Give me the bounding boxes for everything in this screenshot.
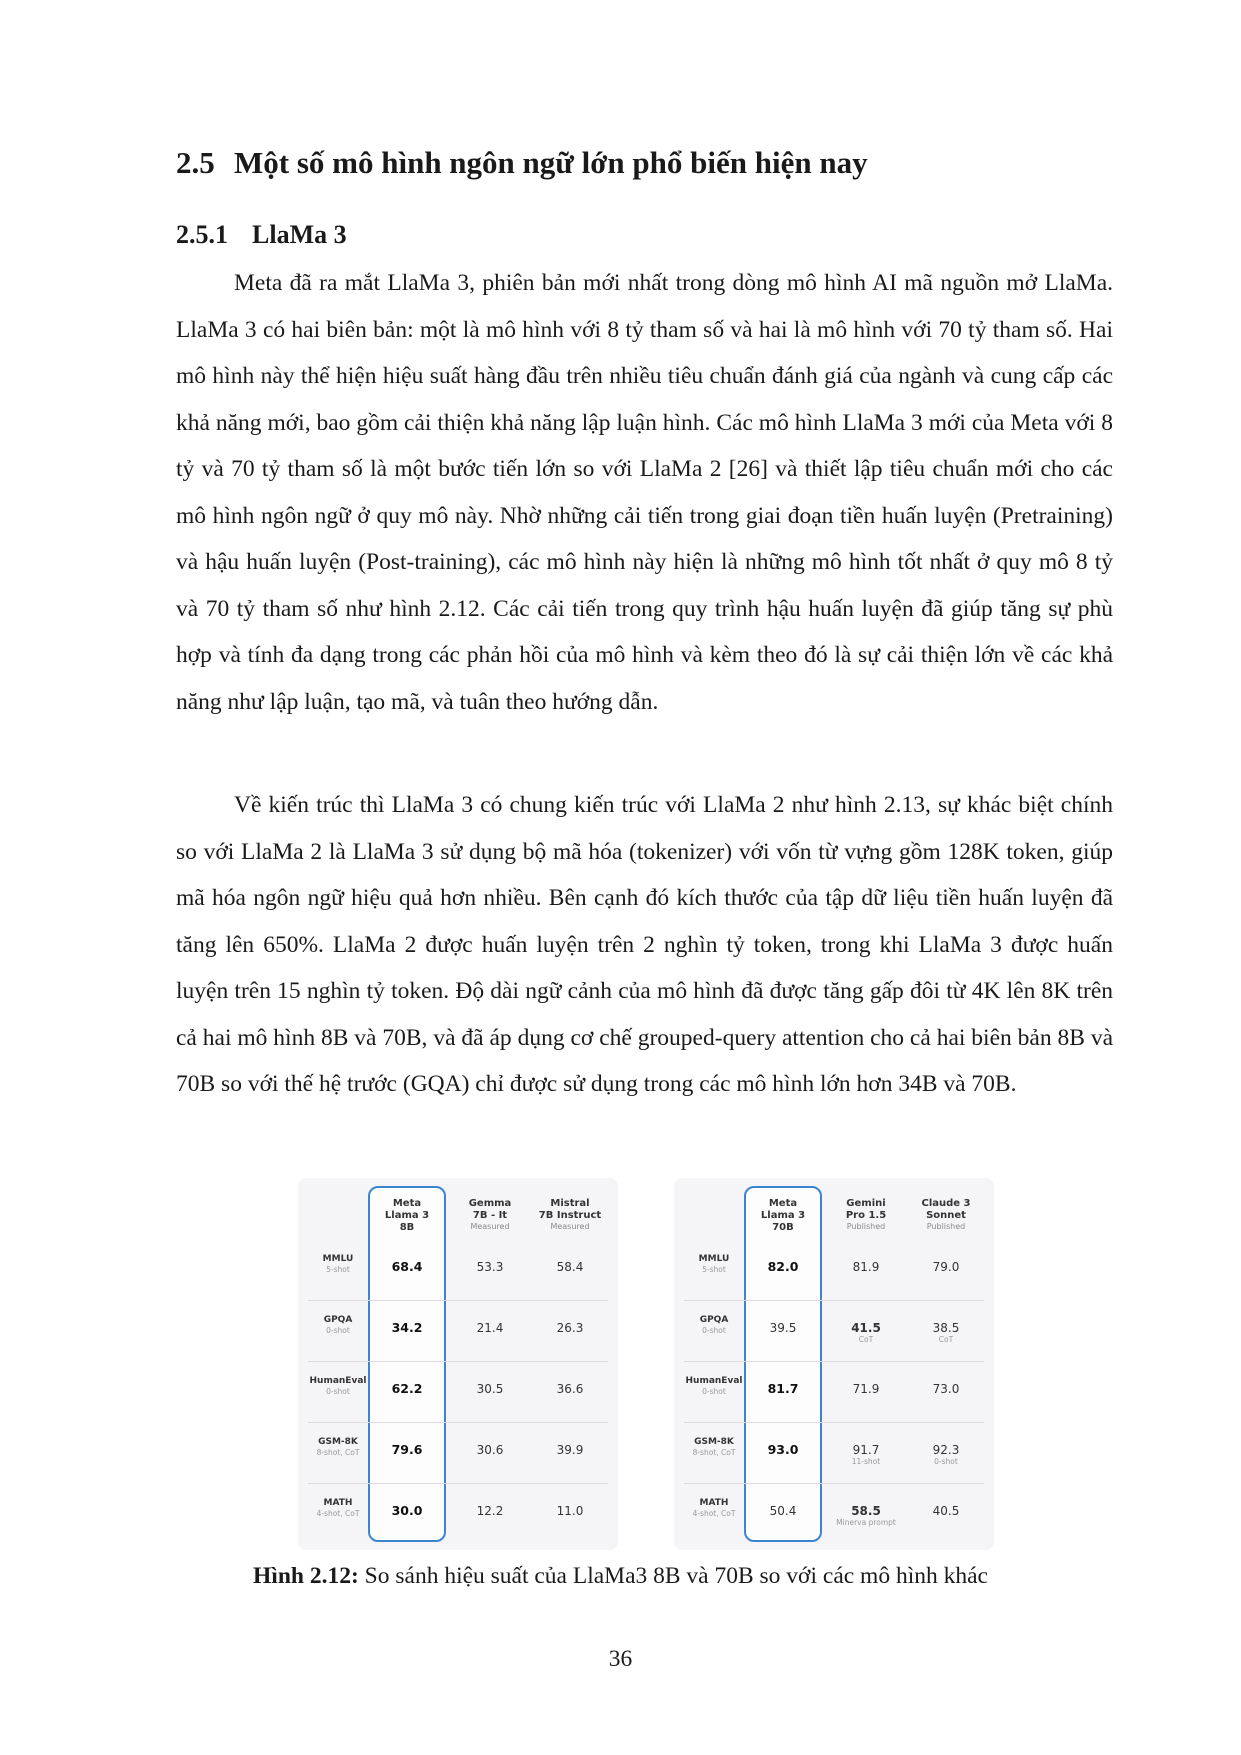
benchmark-setting: 8-shot, CoT [692, 1448, 736, 1457]
benchmark-setting: 4-shot, CoT [692, 1509, 736, 1518]
header-note: Published [926, 1222, 966, 1231]
header-line: 70B [772, 1222, 794, 1233]
score-cell: 71.9 [852, 1382, 880, 1396]
score-cell: 62.2 [391, 1381, 423, 1396]
score-cell: 39.9 [556, 1443, 584, 1457]
benchmark-setting: 0-shot [326, 1326, 350, 1335]
header-line: Gemma [468, 1198, 512, 1209]
section-heading [176, 143, 868, 183]
benchmark-label: MATH [323, 1498, 353, 1508]
benchmark-name [684, 1376, 744, 1397]
benchmark-table-70b [674, 1178, 994, 1550]
table-row [308, 1362, 608, 1423]
page-number: 36 [608, 1646, 633, 1672]
table-row [684, 1362, 984, 1423]
paragraph-2: Về kiến trúc thì LlaMa 3 có chung kiến trúc với LlaMa 2 như hình 2.13, sự khác biệt chính so với LlaMa 2 là LlaMa 3 sử dụng bộ mã hóa (tokenizer) với vốn từ vựng gồm 128K token, giúp mã hóa ngôn ngữ hiệu quả hơn nhiều. Bên cạnh đó kích thước của tập dữ liệu tiền huấn luyện đã tăng lên 650%. LlaMa 2 được huấn luyện trên 2 nghìn tỷ token, trong khi LlaMa 3 được huấn luyện trên 15 nghìn tỷ token. Độ dài ngữ cảnh của mô hình đã được tăng gấp đôi từ 4K lên 8K trên cả hai mô hình 8B và 70B, và đã áp dụng cơ chế grouped-query attention cho cả hai biên bản 8B và 70B so với thế hệ trước (GQA) chỉ được sử dụng trong các mô hình lớn hơn 34B và 70B. [176, 792, 1113, 1097]
score-cell: 34.2 [391, 1320, 423, 1335]
benchmark-setting: 5-shot [702, 1265, 726, 1274]
score-cell: 11.0 [556, 1504, 584, 1518]
table-row [684, 1484, 984, 1545]
benchmark-label: HumanEval [685, 1376, 743, 1386]
benchmark-setting: 4-shot, CoT [316, 1509, 360, 1518]
subsection-heading [176, 218, 347, 252]
score-cell [906, 1321, 986, 1345]
table-row [684, 1240, 984, 1301]
subsection-title: LlaMa 3 [252, 220, 347, 249]
benchmark-label: GPQA [323, 1315, 353, 1325]
benchmark-name [308, 1315, 368, 1336]
benchmark-label: MMLU [698, 1254, 730, 1264]
table-row [684, 1423, 984, 1484]
header-line: Sonnet [926, 1210, 966, 1221]
score-cell [826, 1504, 906, 1528]
score-cell: 39.5 [769, 1321, 797, 1335]
benchmark-card [298, 1178, 618, 1550]
header-line: Gemini [846, 1198, 886, 1209]
score-value: 58.5 [851, 1504, 881, 1518]
score-cell: 26.3 [556, 1321, 584, 1335]
header-line: 7B - It [472, 1210, 508, 1221]
score-value: 41.5 [851, 1321, 881, 1335]
figure-caption [0, 1559, 1241, 1593]
score-cell: 68.4 [391, 1259, 423, 1274]
benchmark-setting: 0-shot [702, 1326, 726, 1335]
header-line: Pro 1.5 [845, 1210, 887, 1221]
column-header-claude [906, 1198, 986, 1232]
score-cell: 79.0 [932, 1260, 960, 1274]
score-cell: 53.3 [476, 1260, 504, 1274]
score-note: CoT [938, 1335, 954, 1344]
header-line: Claude 3 [921, 1198, 971, 1209]
header-line: 8B [399, 1222, 415, 1233]
score-cell: 36.6 [556, 1382, 584, 1396]
score-note: 0-shot [934, 1457, 958, 1466]
column-header-gemma [450, 1198, 530, 1232]
benchmark-setting: 8-shot, CoT [316, 1448, 360, 1457]
score-value: 92.3 [932, 1443, 960, 1457]
benchmark-setting: 0-shot [702, 1387, 726, 1396]
benchmark-label: GPQA [699, 1315, 729, 1325]
score-note: 11-shot [851, 1457, 881, 1466]
benchmark-name [684, 1498, 744, 1519]
benchmark-label: GSM-8K [694, 1437, 734, 1447]
benchmark-label: MMLU [322, 1254, 354, 1264]
benchmark-label: HumanEval [309, 1376, 367, 1386]
score-cell: 50.4 [769, 1504, 797, 1518]
column-header-mistral [530, 1198, 610, 1232]
score-cell: 79.6 [391, 1442, 423, 1457]
caption-text: So sánh hiệu suất của LlaMa3 8B và 70B so với các mô hình khác [358, 1563, 988, 1589]
benchmark-name [308, 1254, 368, 1275]
benchmark-setting: 5-shot [326, 1265, 350, 1274]
column-header-meta-llama3-70b [743, 1198, 823, 1234]
subsection-number: 2.5.1 [176, 220, 228, 249]
score-cell: 73.0 [932, 1382, 960, 1396]
score-cell: 30.5 [476, 1382, 504, 1396]
score-cell [826, 1321, 906, 1345]
header-line: Llama 3 [760, 1210, 806, 1221]
header-note: Measured [470, 1222, 510, 1231]
benchmark-table-8b [298, 1178, 618, 1550]
header-line: Meta [392, 1198, 422, 1209]
table-row [308, 1240, 608, 1301]
section-title: Một số mô hình ngôn ngữ lớn phổ biến hiện nay [234, 145, 868, 180]
section-number: 2.5 [176, 145, 215, 180]
score-cell: 21.4 [476, 1321, 504, 1335]
column-header-meta-llama3-8b [367, 1198, 447, 1234]
header-line: Mistral [550, 1198, 590, 1209]
benchmark-label: GSM-8K [318, 1437, 358, 1447]
score-value: 91.7 [852, 1443, 880, 1457]
score-cell: 30.6 [476, 1443, 504, 1457]
caption-label: Hình 2.12: [253, 1563, 359, 1589]
column-header-gemini [826, 1198, 906, 1232]
header-note: Published [846, 1222, 886, 1231]
benchmark-name [308, 1437, 368, 1458]
table-row [684, 1301, 984, 1362]
benchmark-name [308, 1498, 368, 1519]
score-cell: 82.0 [767, 1259, 799, 1274]
paragraph-1: Meta đã ra mắt LlaMa 3, phiên bản mới nhất trong dòng mô hình AI mã nguồn mở LlaMa. LlaMa 3 có hai biên bản: một là mô hình với 8 tỷ tham số và hai là mô hình với 70 tỷ tham số. Hai mô hình này thể hiện hiệu suất hàng đầu trên nhiều tiêu chuẩn đánh giá của ngành và cung cấp các khả năng mới, bao gồm cải thiện khả năng lập luận hình. Các mô hình LlaMa 3 mới của Meta với 8 tỷ và 70 tỷ tham số là một bước tiến lớn so với LlaMa 2 [26] và thiết lập tiêu chuẩn mới cho các mô hình ngôn ngữ ở quy mô này. Nhờ những cải tiến trong giai đoạn tiền huấn luyện (Pretraining) và hậu huấn luyện (Post-training), các mô hình này hiện là những mô hình tốt nhất ở quy mô 8 tỷ và 70 tỷ tham số như hình 2.12. Các cải tiến trong quy trình hậu huấn luyện đã giúp tăng sự phù hợp và tính đa dạng trong các phản hồi của mô hình và kèm theo đó là sự cải thiện lớn về các khả năng như lập luận, tạo mã, và tuân theo hướng dẫn. [176, 270, 1113, 715]
score-note: CoT [858, 1335, 874, 1344]
benchmark-name [684, 1254, 744, 1275]
score-cell [906, 1443, 986, 1467]
score-cell [826, 1443, 906, 1467]
score-value: 38.5 [932, 1321, 960, 1335]
score-cell: 40.5 [932, 1504, 960, 1518]
header-line: Llama 3 [384, 1210, 430, 1221]
score-cell: 81.7 [767, 1381, 799, 1396]
table-row [308, 1484, 608, 1545]
table-row [308, 1423, 608, 1484]
score-cell: 12.2 [476, 1504, 504, 1518]
score-cell: 81.9 [852, 1260, 880, 1274]
score-cell: 93.0 [767, 1442, 799, 1457]
benchmark-name [684, 1315, 744, 1336]
score-cell: 30.0 [391, 1503, 423, 1518]
header-line: Meta [768, 1198, 798, 1209]
table-row [308, 1301, 608, 1362]
benchmark-card [674, 1178, 994, 1550]
header-note: Measured [550, 1222, 590, 1231]
header-line: 7B Instruct [538, 1210, 602, 1221]
benchmark-name [684, 1437, 744, 1458]
score-cell: 58.4 [556, 1260, 584, 1274]
benchmark-setting: 0-shot [326, 1387, 350, 1396]
benchmark-label: MATH [699, 1498, 729, 1508]
score-note: Minerva prompt [836, 1518, 896, 1527]
benchmark-name [308, 1376, 368, 1397]
